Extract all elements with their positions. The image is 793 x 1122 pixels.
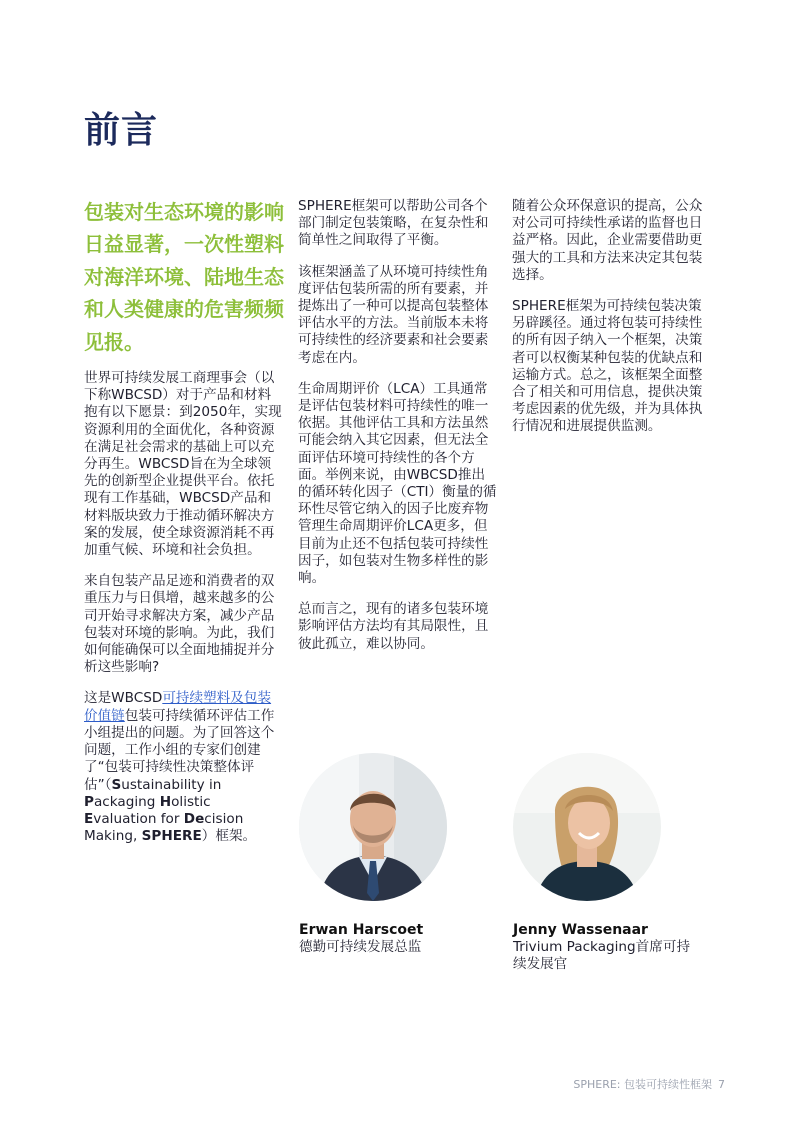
person-name: Erwan Harscoet: [299, 922, 424, 938]
col2-paragraph-4: 总而言之，现有的诸多包装环境影响评估方法均有其局限性，且彼此孤立，难以协同。: [298, 601, 489, 652]
col1-paragraph-3: [84, 690, 284, 845]
column-1: [84, 196, 284, 859]
person-name: Jenny Wassenaar: [513, 922, 648, 938]
text-span: ustainability in: [121, 776, 222, 793]
person-role: 德勤可持续发展总监: [299, 939, 422, 955]
acronym-letter: H: [159, 793, 172, 810]
page-number: 7: [718, 1078, 725, 1091]
text-span: olistic: [171, 793, 211, 810]
person-role: Trivium Packaging首席可持续发展官: [513, 939, 691, 972]
acronym-letter: P: [84, 793, 94, 810]
acronym-letter: De: [183, 810, 205, 827]
text-span: cision Making,: [84, 810, 244, 845]
pull-quote: 包装对生态环境的影响日益显著，一次性塑料对海洋环境、陆地生态和人类健康的危害频频见报。: [84, 200, 284, 354]
text-span: valuation for: [93, 810, 184, 827]
footer-doc-title: SPHERE: 包装可持续性框架: [573, 1078, 712, 1091]
text-span: ）框架。: [201, 828, 257, 845]
column-2: [298, 198, 498, 667]
column-3: [512, 198, 710, 450]
acronym-sphere: SPHERE: [141, 828, 202, 845]
page-footer: [573, 1076, 725, 1092]
acronym-letter: E: [84, 810, 94, 827]
portrait-image: [513, 753, 661, 901]
value-chain-link[interactable]: 可持续塑料及包装价值链: [84, 690, 272, 724]
col2-paragraph-1: SPHERE框架可以帮助公司各个部门制定包装策略，在复杂性和简单性之间取得了平衡。: [298, 198, 489, 249]
portrait-erwan-harscoet: [299, 753, 447, 901]
text-span: 这是WBCSD: [84, 690, 163, 707]
page-title: 前言: [84, 110, 159, 151]
text-span: 包装可持续循环评估工作小组提出的问题。为了回答这个问题，工作小组的专家们创建了“包装可持续性决策整体评估”（: [84, 707, 275, 793]
col1-paragraph-1: 世界可持续发展工商理事会（以下称WBCSD）对于产品和材料抱有以下愿景：到2050年，实现资源利用的全面优化，各种资源在满足社会需求的基础上可以充分再生。WBCSD旨在为全球领先的创新型企业提供平台。依托现有工作基础，WBCSD产品和材料版块致力于推动循环解决方案的发展，使全球资源消耗不再加重气候、环境和社会负担。: [84, 370, 282, 559]
acronym-letter: S: [111, 776, 122, 793]
col2-paragraph-2: 该框架涵盖了从环境可持续性角度评估包装所需的所有要素，并提炼出了一种可以提高包装整体评估水平的方法。当前版本未将可持续性的经济要素和社会要素考虑在内。: [298, 263, 489, 366]
portrait-image: [299, 753, 447, 901]
col3-paragraph-2: SPHERE框架为可持续包装决策另辟蹊径。通过将包装可持续性的所有因子纳入一个框架，决策者可以权衡某种包装的优缺点和运输方式。总之，该框架全面整合了相关和可用信息，提供决策考虑因素的优先级，并为具体执行情况和进展提供监测。: [512, 298, 703, 435]
portrait-jenny-wassenaar: [513, 753, 661, 901]
col3-paragraph-1: 随着公众环保意识的提高，公众对公司可持续性承诺的监督也日益严格。因此，企业需要借助更强大的工具和方法来决定其包装选择。: [512, 198, 703, 283]
text-span: ackaging: [93, 793, 160, 810]
col2-paragraph-3: 生命周期评价（LCA）工具通常是评估包装材料可持续性的唯一依据。其他评估工具和方法虽然可能会纳入其它因素，但无法全面评估环境可持续性的各个方面。举例来说，由WBCSD推出的循环转化因子（CTI）衡量的循环性尽管它纳入的因子比废弃物管理生命周期评价LCA更多，但目前为止还不包括包装可持续性因子，如包装对生物多样性的影响。: [298, 380, 497, 587]
col1-paragraph-2: 来自包装产品足迹和消费者的双重压力与日俱增，越来越多的公司开始寻求解决方案，减少产品包装对环境的影响。为此，我们如何能确保可以全面地捕捉并分析这些影响?: [84, 573, 275, 676]
